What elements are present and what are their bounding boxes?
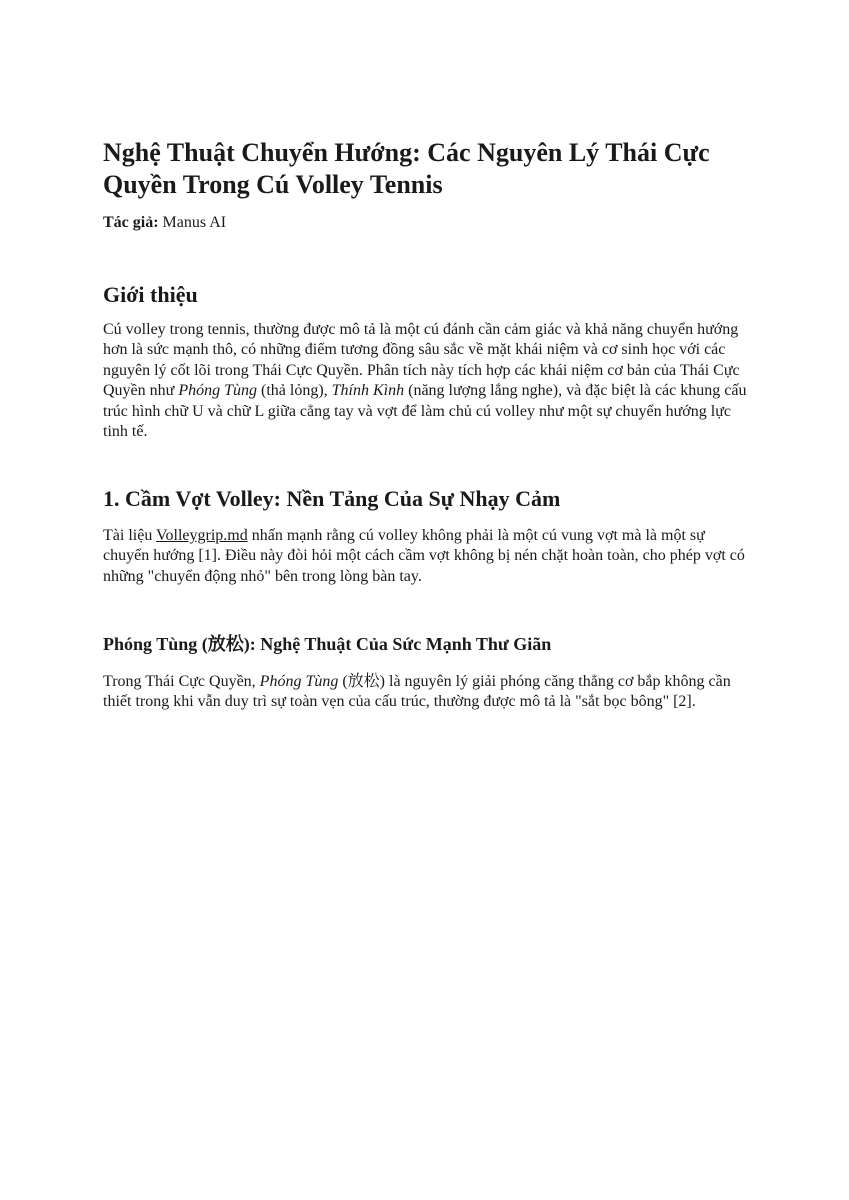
- subsection1-text-1: Trong Thái Cực Quyền,: [103, 673, 260, 690]
- subsection1-term-phong-tung: Phóng Tùng: [259, 673, 339, 690]
- intro-term-phong-tung: Phóng Tùng: [178, 382, 257, 400]
- subsection1-text-2: (放松) là nguyên lý giải phóng căng thẳng cơ bắp không cần thiết trong khi vẫn duy trì sự toàn vẹn của cấu trúc, thường được mô tả là "sắt bọc bông" [2].: [103, 673, 731, 711]
- section1-text-2: nhấn mạnh rằng cú volley không phải là một cú vung vợt mà là một sự chuyển hướng [1]. Điều này đòi hỏi một cách cầm vợt không bị nén chặt hoàn toàn, cho phép vợt có những "chuyển động nhỏ" bên trong lòng bàn tay.: [103, 527, 745, 585]
- author-name: Manus AI: [162, 214, 227, 231]
- author-label: Tác giả:: [103, 214, 159, 231]
- section1-text-1: Tài liệu: [103, 527, 157, 544]
- section1-heading: 1. Cầm Vợt Volley: Nền Tảng Của Sự Nhạy Cảm: [103, 486, 561, 511]
- intro-paragraph: [103, 320, 748, 442]
- volleygrip-link[interactable]: Volleygrip.md: [156, 527, 248, 544]
- intro-term-thinh-kinh: Thính Kình: [331, 382, 405, 400]
- intro-text-3: (năng lượng lắng nghe), và đặc biệt là các khung cấu trúc hình chữ U và chữ L giữa cẳng tay và vợt để làm chủ cú volley như một sự chuyển hướng lực tinh tế.: [103, 382, 747, 441]
- author-line: [103, 212, 753, 234]
- subsection1-paragraph: [103, 672, 748, 713]
- section1-paragraph: [103, 526, 748, 587]
- intro-text-1: Cú volley trong tennis, thường được mô tả là một cú đánh cần cảm giác và khả năng chuyển hướng hơn là sức mạnh thô, có những điểm tương đồng sâu sắc về mặt khái niệm và cơ sinh học với các nguyên lý cốt lõi trong Thái Cực Quyền. Phân tích này tích hợp các khái niệm cơ bản của Thái Cực Quyền như: [103, 321, 740, 400]
- intro-heading: Giới thiệu: [103, 282, 198, 307]
- subsection1-heading: Phóng Tùng (放松): Nghệ Thuật Của Sức Mạnh Thư Giãn: [103, 634, 552, 654]
- document-title: Nghệ Thuật Chuyển Hướng: Các Nguyên Lý Thái Cực Quyền Trong Cú Volley Tennis: [103, 138, 710, 199]
- intro-text-2: (thả lỏng),: [257, 382, 332, 400]
